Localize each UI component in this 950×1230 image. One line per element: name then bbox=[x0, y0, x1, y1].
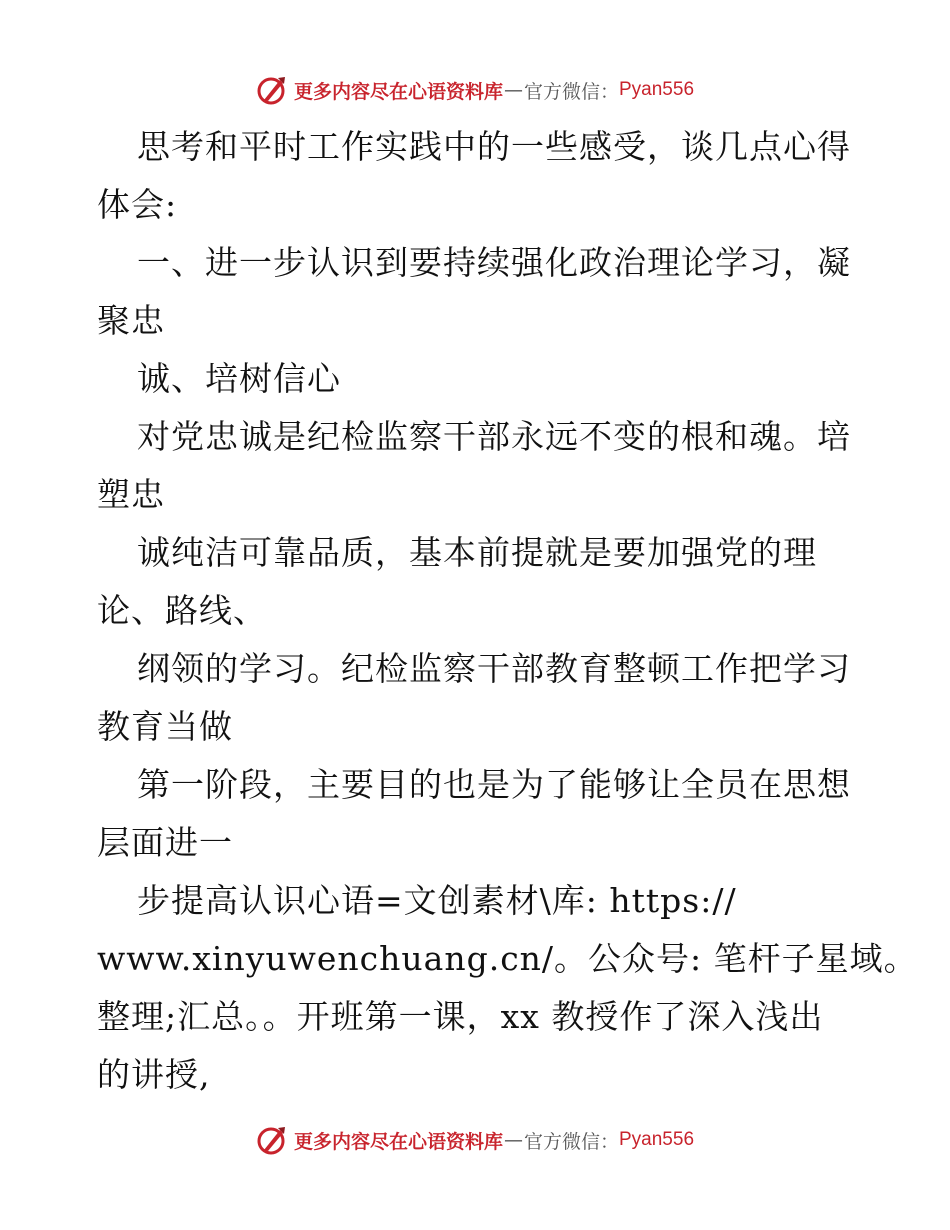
banner-wechat-id: Pyan556 bbox=[619, 79, 695, 100]
body-line: 的讲授, bbox=[97, 1055, 211, 1094]
quill-logo-icon bbox=[256, 1124, 288, 1156]
body-line: 层面进一 bbox=[97, 823, 233, 862]
body-line: 教育当做 bbox=[97, 707, 233, 746]
body-line: 对党忠诚是纪检监察干部永远不变的根和魂。培 bbox=[137, 417, 851, 456]
banner-official-label: 官方微信： bbox=[523, 1130, 619, 1153]
body-line: 诚纯洁可靠品质，基本前提就是要加强党的理 bbox=[137, 533, 817, 572]
body-line: 思考和平时工作实践中的一些感受，谈几点心得 bbox=[137, 127, 851, 166]
document-body bbox=[97, 118, 918, 1104]
banner-separator: — bbox=[503, 1129, 523, 1151]
body-line: 第一阶段，主要目的也是为了能够让全员在思想 bbox=[137, 765, 851, 804]
banner-wechat-id: Pyan556 bbox=[619, 1129, 695, 1150]
footer-banner bbox=[0, 1120, 950, 1160]
banner-brand-text: 更多内容尽在心语资料库 bbox=[293, 1130, 503, 1153]
body-line: 论、路线、 bbox=[97, 591, 267, 630]
body-line: www.xinyuwenchuang.cn/。公众号: 笔杆子星域。 bbox=[97, 939, 918, 978]
body-line: 整理;汇总。。开班第一课，xx 教授作了深入浅出 bbox=[97, 997, 824, 1036]
banner-official-label: 官方微信： bbox=[523, 80, 619, 103]
body-line: 步提高认识心语=文创素材\库: https:// bbox=[137, 881, 737, 920]
banner-brand-text: 更多内容尽在心语资料库 bbox=[293, 80, 503, 103]
body-line: 聚忠 bbox=[97, 301, 165, 340]
header-banner bbox=[0, 70, 950, 110]
quill-logo-icon bbox=[256, 74, 288, 106]
body-line: 诚、培树信心 bbox=[137, 359, 341, 398]
banner-separator: — bbox=[503, 79, 523, 101]
body-line: 体会: bbox=[97, 185, 178, 224]
body-line: 纲领的学习。纪检监察干部教育整顿工作把学习 bbox=[137, 649, 851, 688]
body-line: 塑忠 bbox=[97, 475, 165, 514]
body-line: 一、进一步认识到要持续强化政治理论学习，凝 bbox=[137, 243, 851, 282]
